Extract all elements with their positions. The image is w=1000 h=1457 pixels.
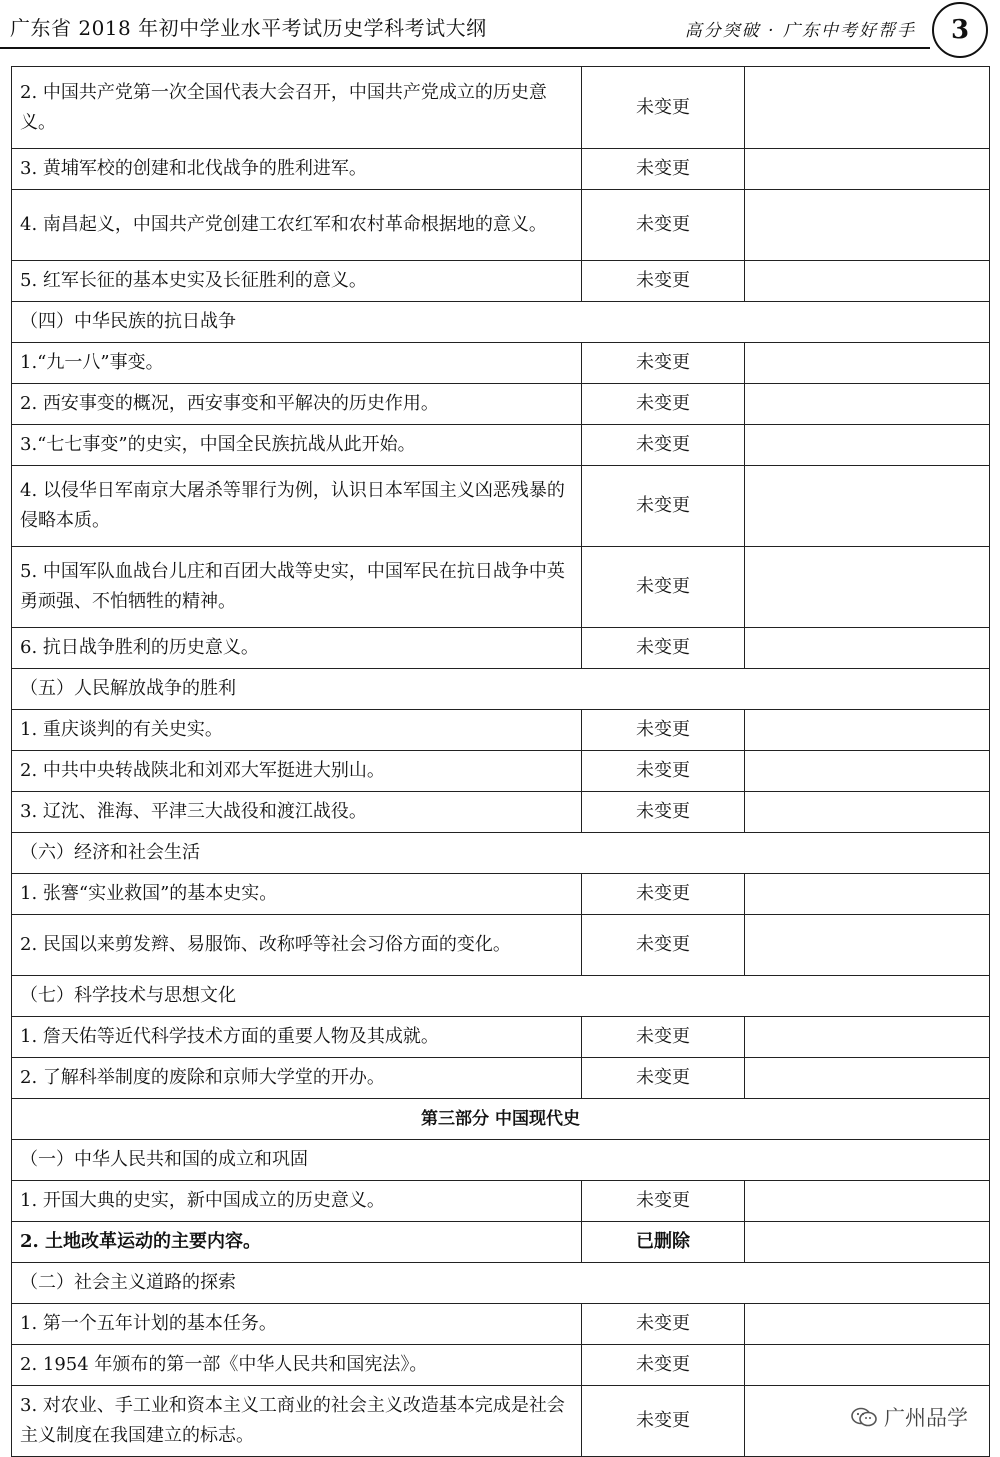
syllabus-item: 2. 1954 年颁布的第一部《中华人民共和国宪法》。 [12, 1345, 582, 1386]
notes-cell [745, 1181, 990, 1222]
notes-cell [745, 466, 990, 547]
change-status: 未变更 [582, 343, 745, 384]
notes-cell [745, 1304, 990, 1345]
syllabus-item: 2. 了解科举制度的废除和京师大学堂的开办。 [12, 1058, 582, 1099]
section-heading-row [12, 1140, 990, 1181]
notes-cell [745, 343, 990, 384]
change-status: 未变更 [582, 874, 745, 915]
notes-cell [745, 149, 990, 190]
notes-cell [745, 1017, 990, 1058]
notes-cell [745, 547, 990, 628]
change-status: 未变更 [582, 915, 745, 976]
table-row [12, 261, 990, 302]
table-row [12, 384, 990, 425]
change-status: 未变更 [582, 751, 745, 792]
change-status: 未变更 [582, 628, 745, 669]
change-status: 未变更 [582, 67, 745, 149]
notes-cell [745, 67, 990, 149]
syllabus-item: 3. 辽沈、淮海、平津三大战役和渡江战役。 [12, 792, 582, 833]
table-row [12, 751, 990, 792]
syllabus-item: 2. 土地改革运动的主要内容。 [12, 1222, 582, 1263]
notes-cell [745, 1058, 990, 1099]
notes-cell [745, 874, 990, 915]
section-heading: （五）人民解放战争的胜利 [12, 669, 990, 710]
section-heading: （二）社会主义道路的探索 [12, 1263, 990, 1304]
notes-cell [745, 792, 990, 833]
syllabus-item: 3.“七七事变”的史实，中国全民族抗战从此开始。 [12, 425, 582, 466]
section-heading-row [12, 1263, 990, 1304]
section-heading-row [12, 302, 990, 343]
notes-cell [745, 628, 990, 669]
notes-cell [745, 915, 990, 976]
syllabus-item: 5. 中国军队血战台儿庄和百团大战等史实，中国军民在抗日战争中英勇顽强、不怕牺牲的精神。 [12, 547, 582, 628]
part-heading: 第三部分 中国现代史 [12, 1099, 990, 1140]
syllabus-item: 5. 红军长征的基本史实及长征胜利的意义。 [12, 261, 582, 302]
watermark [846, 1402, 972, 1432]
watermark-text: 广州品学 [884, 1406, 968, 1430]
table-row [12, 1181, 990, 1222]
table-row [12, 547, 990, 628]
syllabus-item: 3. 对农业、手工业和资本主义工商业的社会主义改造基本完成是社会主义制度在我国建立的标志。 [12, 1386, 582, 1457]
change-status: 未变更 [582, 261, 745, 302]
table-row [12, 1058, 990, 1099]
section-heading: （一）中华人民共和国的成立和巩固 [12, 1140, 990, 1181]
change-status: 未变更 [582, 466, 745, 547]
syllabus-item: 1. 张謇“实业救国”的基本史实。 [12, 874, 582, 915]
notes-cell [745, 384, 990, 425]
syllabus-item: 2. 中共中央转战陕北和刘邓大军挺进大别山。 [12, 751, 582, 792]
table-row [12, 874, 990, 915]
document-title: 广东省 2018 年初中学业水平考试历史学科考试大纲 [10, 16, 487, 40]
change-status: 未变更 [582, 149, 745, 190]
table-row [12, 792, 990, 833]
section-heading-row [12, 976, 990, 1017]
page-number: 3 [932, 2, 988, 58]
part-heading-row [12, 1099, 990, 1140]
section-heading-row [12, 833, 990, 874]
syllabus-item: 1.“九一八”事变。 [12, 343, 582, 384]
brand-slogan: 高分突破 · 广东中考好帮手 [684, 21, 916, 41]
page-header [0, 0, 1000, 52]
change-status: 未变更 [582, 1058, 745, 1099]
change-status: 未变更 [582, 1345, 745, 1386]
table-row [12, 1386, 990, 1457]
table-row [12, 149, 990, 190]
notes-cell [745, 1345, 990, 1386]
change-status: 未变更 [582, 710, 745, 751]
change-status: 未变更 [582, 1181, 745, 1222]
change-status: 已删除 [582, 1222, 745, 1263]
table-row [12, 190, 990, 261]
change-status: 未变更 [582, 1304, 745, 1345]
change-status: 未变更 [582, 792, 745, 833]
table-row [12, 915, 990, 976]
table-row [12, 67, 990, 149]
change-status: 未变更 [582, 190, 745, 261]
table-row [12, 710, 990, 751]
syllabus-item: 3. 黄埔军校的创建和北伐战争的胜利进军。 [12, 149, 582, 190]
table-row [12, 1345, 990, 1386]
syllabus-item: 2. 中国共产党第一次全国代表大会召开，中国共产党成立的历史意义。 [12, 67, 582, 149]
syllabus-table [11, 66, 990, 1457]
notes-cell [745, 751, 990, 792]
section-heading-row [12, 669, 990, 710]
notes-cell [745, 425, 990, 466]
table-row [12, 425, 990, 466]
syllabus-item: 1. 詹天佑等近代科学技术方面的重要人物及其成就。 [12, 1017, 582, 1058]
section-heading: （四）中华民族的抗日战争 [12, 302, 990, 343]
change-status: 未变更 [582, 547, 745, 628]
syllabus-item: 1. 开国大典的史实，新中国成立的历史意义。 [12, 1181, 582, 1222]
wechat-icon [850, 1406, 878, 1428]
header-rule [0, 47, 930, 49]
section-heading: （七）科学技术与思想文化 [12, 976, 990, 1017]
change-status: 未变更 [582, 425, 745, 466]
syllabus-item: 6. 抗日战争胜利的历史意义。 [12, 628, 582, 669]
notes-cell [745, 1222, 990, 1263]
table-row [12, 466, 990, 547]
change-status: 未变更 [582, 1386, 745, 1457]
syllabus-item: 4. 以侵华日军南京大屠杀等罪行为例，认识日本军国主义凶恶残暴的侵略本质。 [12, 466, 582, 547]
syllabus-item: 1. 重庆谈判的有关史实。 [12, 710, 582, 751]
notes-cell [745, 710, 990, 751]
section-heading: （六）经济和社会生活 [12, 833, 990, 874]
table-row [12, 628, 990, 669]
syllabus-item: 2. 西安事变的概况，西安事变和平解决的历史作用。 [12, 384, 582, 425]
syllabus-item: 1. 第一个五年计划的基本任务。 [12, 1304, 582, 1345]
change-status: 未变更 [582, 384, 745, 425]
table-row [12, 1017, 990, 1058]
notes-cell [745, 190, 990, 261]
table-row [12, 1222, 990, 1263]
notes-cell [745, 261, 990, 302]
table-row [12, 343, 990, 384]
syllabus-item: 4. 南昌起义，中国共产党创建工农红军和农村革命根据地的意义。 [12, 190, 582, 261]
change-status: 未变更 [582, 1017, 745, 1058]
table-row [12, 1304, 990, 1345]
syllabus-item: 2. 民国以来剪发辫、易服饰、改称呼等社会习俗方面的变化。 [12, 915, 582, 976]
